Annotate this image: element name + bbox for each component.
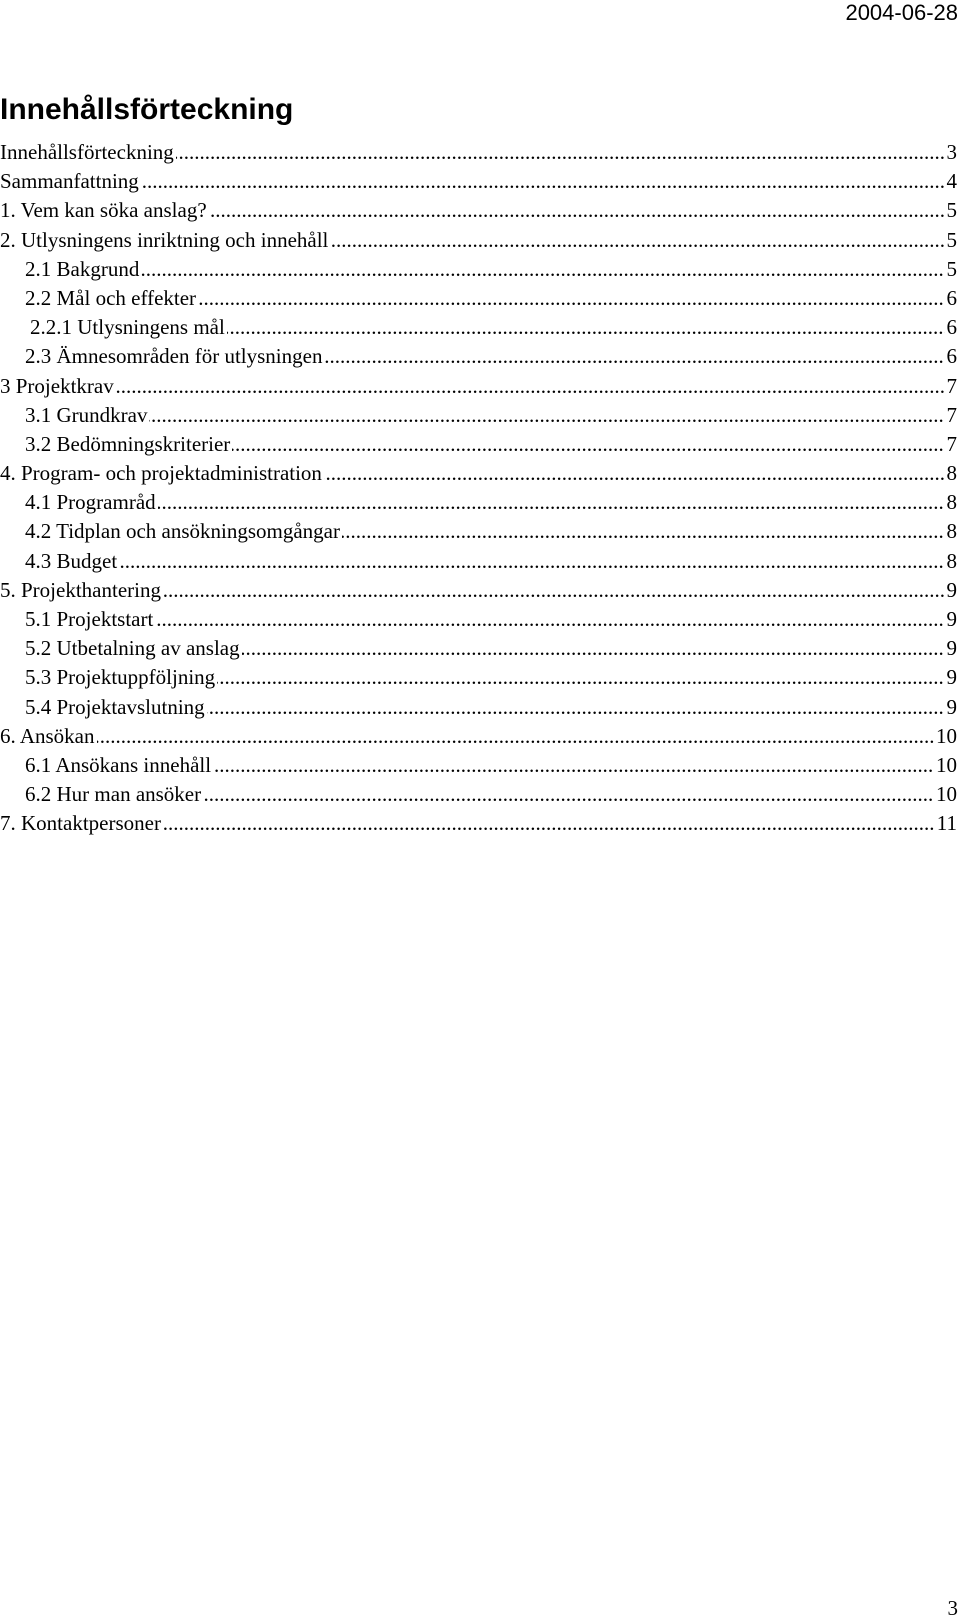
toc-entry[interactable] (0, 430, 957, 459)
toc-entry-label: 2. Utlysningens inriktning och innehåll (0, 227, 329, 252)
toc-entry-page: 4 (945, 167, 958, 196)
toc-entry-page: 9 (945, 634, 958, 663)
toc-entry[interactable] (0, 372, 957, 401)
toc-entry-label: 3.2 Bedömningskriterier (25, 431, 231, 456)
toc-entry-label: 5.2 Utbetalning av anslag (25, 636, 240, 661)
page-number: 3 (947, 1596, 958, 1620)
toc-entry[interactable] (0, 401, 957, 430)
toc-entry[interactable] (0, 780, 957, 809)
toc-entry-page: 9 (945, 693, 958, 722)
toc-entry-page: 5 (945, 255, 958, 284)
toc-entry-label: 5. Projekthantering (0, 577, 161, 602)
toc-entry-page: 8 (945, 517, 958, 546)
toc-entry-label: 6.1 Ansökans innehåll (25, 752, 212, 777)
toc-entry-label: 2.1 Bakgrund (25, 256, 140, 281)
toc-entry-page: 6 (945, 313, 958, 342)
toc-entry-page: 11 (935, 809, 957, 838)
toc-entry-label: 5.3 Projektuppföljning (25, 665, 216, 690)
toc-entry-label: 2.2.1 Utlysningens mål (30, 315, 225, 340)
toc-entry-page: 8 (945, 459, 958, 488)
toc-entry-page: 8 (945, 547, 958, 576)
toc-entry[interactable] (0, 459, 957, 488)
toc-entry-label: 2.2 Mål och effekter (25, 285, 197, 310)
toc-entry-page: 5 (945, 226, 958, 255)
toc-entry-page: 9 (945, 605, 958, 634)
toc-entry-label: 4. Program- och projektadministration (0, 461, 322, 486)
toc-entry[interactable] (0, 342, 957, 371)
toc-entry[interactable] (0, 605, 957, 634)
toc-entry-label: 2.3 Ämnesområden för utlysningen (25, 344, 323, 369)
toc-entry[interactable] (0, 809, 957, 838)
toc-entry-label: 1. Vem kan söka anslag? (0, 198, 207, 223)
toc-entry-page: 10 (934, 751, 957, 780)
toc-entry-label: 4.2 Tidplan och ansökningsomgångar (25, 519, 340, 544)
toc-entry[interactable] (0, 138, 957, 167)
toc-entry[interactable] (0, 722, 957, 751)
toc-entry-label: 3 Projektkrav (0, 373, 114, 398)
toc-entry-page: 7 (945, 372, 958, 401)
toc-entry[interactable] (0, 547, 957, 576)
toc-entry-label: 5.4 Projektavslutning (25, 694, 205, 719)
toc-entry-label: Innehållsförteckning (0, 140, 174, 164)
toc-entry-label: 5.1 Projektstart (25, 607, 154, 631)
toc-entry-page: 7 (945, 430, 958, 459)
table-of-contents (0, 138, 957, 839)
toc-entry-page: 9 (945, 663, 958, 692)
toc-entry[interactable] (0, 313, 957, 342)
toc-entry-page: 10 (934, 722, 957, 751)
toc-title: Innehållsförteckning (0, 93, 294, 126)
toc-entry-label: 4.3 Budget (25, 548, 118, 573)
toc-entry-page: 9 (945, 576, 958, 605)
toc-entry[interactable] (0, 751, 957, 780)
toc-entry[interactable] (0, 576, 957, 605)
toc-entry-label: 6.2 Hur man ansöker (25, 782, 202, 807)
toc-entry[interactable] (0, 488, 957, 517)
toc-entry[interactable] (0, 226, 957, 255)
toc-entry-label: Sammanfattning (0, 169, 139, 194)
toc-entry-page: 6 (945, 284, 958, 313)
toc-entry[interactable] (0, 284, 957, 313)
toc-entry-label: 4.1 Programråd (25, 490, 156, 515)
toc-entry-label: 7. Kontaktpersoner (0, 811, 161, 836)
toc-entry-label: 3.1 Grundkrav (25, 402, 148, 427)
toc-entry[interactable] (0, 255, 957, 284)
header-date: 2004-06-28 (845, 0, 958, 25)
toc-entry-page: 8 (945, 488, 958, 517)
toc-entry[interactable] (0, 517, 957, 546)
toc-entry[interactable] (0, 167, 957, 196)
toc-entry-page: 10 (934, 780, 957, 809)
toc-entry-page: 5 (945, 196, 958, 225)
toc-entry[interactable] (0, 196, 957, 225)
toc-entry[interactable] (0, 693, 957, 722)
toc-entry[interactable] (0, 663, 957, 692)
toc-entry-label: 6. Ansökan (0, 723, 95, 748)
toc-entry[interactable] (0, 634, 957, 663)
toc-entry-page: 7 (945, 401, 958, 430)
toc-entry-page: 3 (945, 138, 958, 167)
toc-entry-page: 6 (945, 342, 958, 371)
